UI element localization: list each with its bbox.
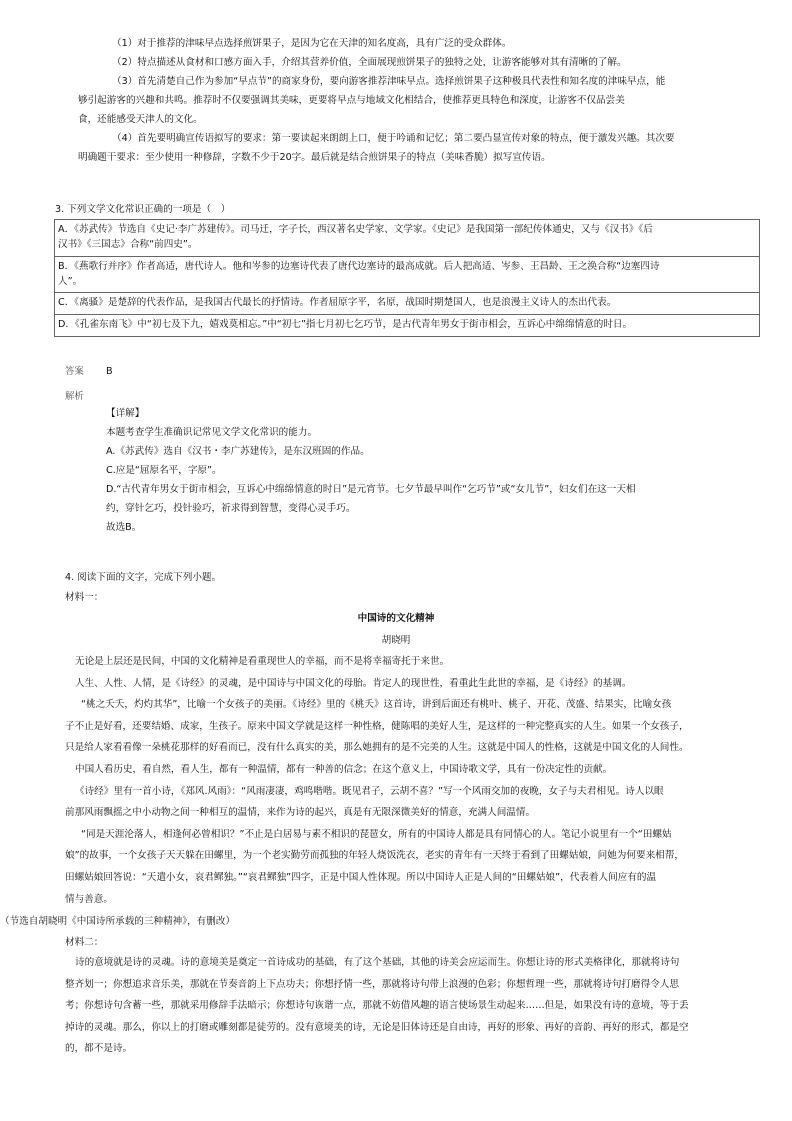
question-4-stem: 4. 阅读下面的文字，完成下列小题。: [65, 572, 222, 583]
explanation-line: 够引起游客的兴趣和共鸣。推荐时不仅要强调其美味，更要将早点与地域文化相结合，使推荐更具特色和深度，让游客不仅品尝美: [78, 95, 625, 106]
option-a[interactable]: A．《苏武传》节选自《史记·李广苏建传》。司马迁，字子长，西汉著名史学家、文学家。《史记》是我国第一部纪传体通史，又与《汉书》《后 汉书》《三国志》合称“前四史”。: [55, 220, 760, 257]
explanation-line: 食，还能感受天津人的文化。: [78, 114, 203, 125]
paragraph-line: 前那风雨飘摇之中小动物之间一种相互的温情，来作为诗的起兴，真是有无限深微美好的情意，充满人间温情。: [65, 807, 536, 819]
answer-label: 答案: [65, 366, 84, 377]
paragraph-line: “桃之夭夭，灼灼其华”，比喻一个女孩子的美丽。《诗经》里的《桃夭》这首诗，讲到后面还有桃叶、桃子、开花、茂盛、结果实，比喻女孩: [81, 699, 672, 711]
explanation-line: 明确题干要求：至少使用一种修辞，字数不少于20字。最后就是结合煎饼果子的特点（美味香脆）拟写宣传语。: [78, 152, 551, 163]
explanation-line: （2）特点描述从食材和口感方面入手，介绍其营养价值，全面展现煎饼果子的独特之处，让游客能够对其有清晰的了解。: [112, 57, 627, 68]
explanation-line: （4）首先要明确宣传语拟写的要求：第一要读起来朗朗上口，便于吟诵和记忆；第二要凸显宣传对象的特点，便于激发兴趣。其次要: [112, 133, 675, 144]
source-citation: （节选自胡晓明《中国诗所承载的三种精神》，有删改）: [0, 916, 236, 927]
paragraph-line: “同是天涯沦落人，相逢何必曾相识？”不止是白居易与素不相识的琵琶女，所有的中国诗人都是具有同情心的人。笔记小说里有一个“田螺姑: [81, 828, 672, 840]
explanation-line: （1）对于推荐的津味早点选择煎饼果子，是因为它在天津的知名度高，具有广泛的受众群体。: [112, 38, 512, 49]
material-2-label: 材料二：: [65, 937, 104, 948]
article-author: 胡晓明: [381, 635, 411, 646]
question-3-options: [54, 219, 760, 337]
paragraph-line: 考；你想诗句含蓄一些，那就采用修辞手法暗示；你想诗句诙谐一点，那就不妨借风趣的语言使场景生动起来……但是，如果没有诗的意境，等于丢: [65, 1000, 689, 1012]
paragraph-line: 无论是上层还是民间，中国的文化精神是看重现世人的幸福，而不是将幸福寄托于来世。: [75, 656, 450, 667]
paragraph-line: 人生、人性、人情，是《诗经》的灵魂，是中国诗与中国文化的母胎。肯定人的现世性，看重此生此世的幸福，是《诗经》的基调。: [75, 677, 632, 689]
paragraph-line: 整齐划一；你想追求音乐美，那就在节奏音韵上下点功夫；你想抒情一些，那就将诗句带上浪漫的色彩；你想哲理一些，那就将诗句打磨得令人思: [65, 978, 679, 990]
question-3-stem: 3. 下列文学文化常识正确的一项是（ ）: [55, 204, 231, 215]
option-d[interactable]: D．《孔雀东南飞》中“初七及下九，嬉戏莫相忘。”中“初七”指七月初七乞巧节，是古代青年男女于街市相会，互诉心中绵绵情意的时日。: [55, 315, 760, 337]
paragraph-line: 诗的意境就是诗的灵魂。诗的意境美是奠定一首诗成功的基础，有了这个基础，其他的诗美会应运而生。你想让诗的形式美格律化，那就将诗句: [75, 957, 680, 968]
option-b[interactable]: B．《燕歌行并序》作者高适，唐代诗人。他和岑参的边塞诗代表了唐代边塞诗的最高成就。后人把高适、岑参、王昌龄、王之涣合称“边塞四诗 人”。: [55, 256, 760, 293]
paragraph-line: 娘”的故事，一个女孩子天天躲在田螺里，为一个老实勤劳而孤独的年轻人烧饭洗衣，老实的青年有一天终于看到了田螺姑娘，问她为何要来相帮，: [65, 850, 684, 862]
paragraph-line: 情与善意。: [65, 893, 113, 905]
material-1-label: 材料一：: [65, 592, 104, 603]
paragraph-line: 只是给人家看看像一朵桃花那样的好看而已，没有什么真实的美，那么她拥有的是不完美的人生。这就是中国人的性格，这就是中国文化的人间性。: [65, 742, 689, 754]
explanation-line: （3）首先清楚自己作为参加“早点节”的商家身份，要向游客推荐津味早点。选择煎饼果子这种极具代表性和知名度的津味早点，能: [112, 76, 666, 87]
paragraph-line: 的，都不是诗。: [65, 1043, 133, 1055]
paragraph-line: 田螺姑娘回答说：“天遣小女，哀君鳏独。”“哀君鳏独”四字，正是中国人性体现。所以中国诗人正是人间的“田螺姑娘”，代表着人间应有的温: [65, 872, 657, 883]
option-c[interactable]: C．《离骚》是楚辞的代表作品，是我国古代最长的抒情诗。作者屈原字平，名原，战国时期楚国人，也是浪漫主义诗人的杰出代表。: [55, 293, 760, 315]
paragraph-line: 掉诗的灵魂。那么，你以上的打磨或雕刻都是徒劳的。没有意境美的诗，无论是旧体诗还是自由诗，再好的形象、再好的音韵、再好的形式，都是空: [65, 1021, 689, 1033]
paragraph-line: 子不止是好看，还要结婚、成家，生孩子。原来中国文学就是这样一种性格，健陈唱的美好人生，是这样的一种完整真实的人生。如果一个女孩子，: [65, 720, 689, 732]
article-title: 中国诗的文化精神: [357, 613, 435, 624]
paragraph-line: 《诗经》里有一首小诗，《郑风.风雨》：“风雨凄凄，鸡鸣喈喈。既见君子，云胡不喜？”写一个风雨交加的夜晚，女子与夫君相见。诗人以眼: [75, 785, 664, 797]
answer-value: B: [106, 366, 113, 377]
analysis-label: 解析: [65, 391, 84, 402]
paragraph-line: 中国人看历史，看自然，看人生，都有一种温情，都有一种善的信念；在这个意义上，中国诗歌文学，具有一份决定性的贡献。: [75, 764, 613, 775]
